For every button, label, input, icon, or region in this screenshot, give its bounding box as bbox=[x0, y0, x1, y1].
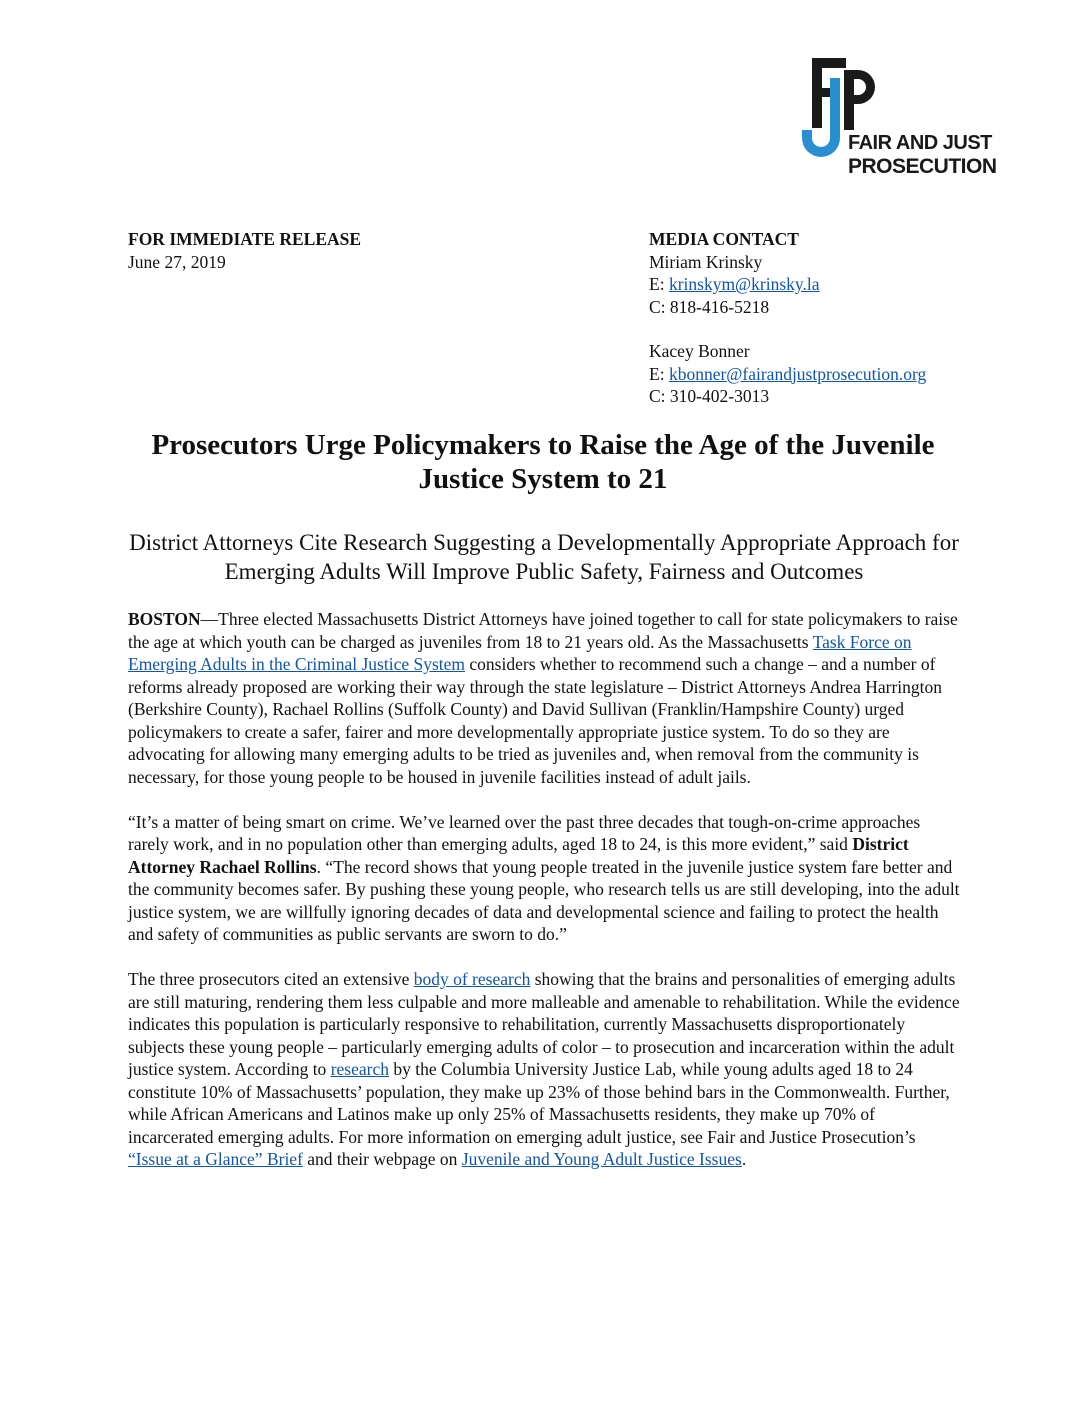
justice-issues-link[interactable]: Juvenile and Young Adult Justice Issues bbox=[461, 1149, 742, 1169]
speaker-name: District Attorney Rachael Rollins bbox=[128, 834, 909, 877]
media-contact-label: MEDIA CONTACT bbox=[649, 229, 799, 249]
text: . bbox=[741, 1149, 747, 1169]
email-prefix: E: bbox=[649, 274, 669, 294]
text: showing that the brains and personalities of emerging adults are still maturing, rendering them less culpable and more malleable and amenable to rehabilitation. While the evidence indicates this population is particularly responsive to rehabilitation, currently Massachusetts disproportionately subjects these young people – particularly emerging adults of color – to prosecution and incarceration within the adult justice system. According to bbox=[128, 969, 960, 1079]
text: considers whether to recommend such a change – and a number of reforms already proposed are working their way through the state legislature – District Attorneys Andrea Harrington (Berkshire County), Rachael Rollins (Suffolk County) and David Sullivan (Franklin/Hampshire County) urged policymakers to create a safer, fairer and more developmentally appropriate justice system. To do so they are advocating for allowing many emerging adults to be tried as juveniles and, when removal from the community is necessary, for those young people to be housed in juvenile facilities instead of adult jails. bbox=[128, 654, 942, 787]
release-label: FOR IMMEDIATE RELEASE bbox=[128, 229, 362, 249]
logo-wordmark bbox=[848, 132, 997, 178]
contact-phone: C: 818-416-5218 bbox=[649, 296, 770, 317]
email-prefix: E: bbox=[649, 363, 669, 384]
research-link[interactable]: research bbox=[330, 1059, 389, 1079]
media-contact bbox=[649, 228, 926, 408]
text: and their webpage on bbox=[302, 1149, 462, 1169]
issue-brief-link[interactable]: “Issue at a Glance” Brief bbox=[128, 1149, 303, 1169]
paragraph bbox=[128, 811, 962, 946]
contact-email-link[interactable]: kbonner@fairandjustprosecution.org bbox=[668, 363, 927, 384]
body-of-research-link[interactable]: body of research bbox=[413, 969, 531, 989]
contact-name: Kacey Bonner bbox=[649, 341, 750, 361]
contact-email-link[interactable]: krinskym@krinsky.la bbox=[668, 274, 820, 294]
text: by the Columbia University Justice Lab, while young adults aged 18 to 24 constitute 10% of Massachusetts’ population, they make up 23% of those behind bars in the Commonwealth. Further, while African Americans and Latinos make up only 25% of Massachusetts residents, they make up 70% of incarcerated emerging adults. For more information on emerging adult justice, see Fair and Justice Prosecution’s bbox=[128, 1059, 950, 1147]
text: The three prosecutors cited an extensive bbox=[128, 969, 414, 989]
text: . “The record shows that young people treated in the juvenile justice system fare better and the community becomes safer. By pushing these young people, who research tells us are still developing, into the adult justice system, we are willfully ignoring decades of data and developmental science and failing to protect the health and safety of communities as public servants are sworn to do.” bbox=[128, 856, 960, 944]
contact-email-line bbox=[649, 273, 926, 296]
headline: Prosecutors Urge Policymakers to Raise the Age of the Juvenile Justice System to 21 bbox=[151, 429, 935, 495]
subheadline: District Attorneys Cite Research Suggesting a Developmentally Appropriate Approach for Emerging Adults Will Improve Public Safety, Fairness and Outcomes bbox=[129, 530, 959, 584]
article-body bbox=[128, 608, 962, 1193]
release-date: June 27, 2019 bbox=[128, 251, 226, 272]
paragraph bbox=[128, 968, 962, 1171]
release-info bbox=[128, 228, 361, 273]
logo-line-1: FAIR AND JUST bbox=[848, 132, 992, 154]
fjp-logo bbox=[800, 56, 1010, 186]
contact-phone: C: 310-402-3013 bbox=[649, 386, 770, 406]
task-force-link[interactable]: Task Force on Emerging Adults in the Criminal Justice System bbox=[128, 631, 912, 674]
text: —Three elected Massachusetts District Attorneys have joined together to call for state policymakers to raise the age at which youth can be charged as juveniles from 18 to 21 years old. As the Massachusetts bbox=[128, 609, 958, 652]
text: “It’s a matter of being smart on crime. We’ve learned over the past three decades that tough-on-crime approaches rarely work, and in no population other than emerging adults, aged 18 to 24, is this more evident,” said bbox=[128, 811, 921, 854]
dateline: BOSTON bbox=[128, 609, 201, 629]
logo-line-2: PROSECUTION bbox=[848, 155, 997, 178]
contact-name: Miriam Krinsky bbox=[649, 251, 763, 272]
paragraph bbox=[128, 608, 962, 788]
contact-email-line bbox=[649, 363, 926, 386]
